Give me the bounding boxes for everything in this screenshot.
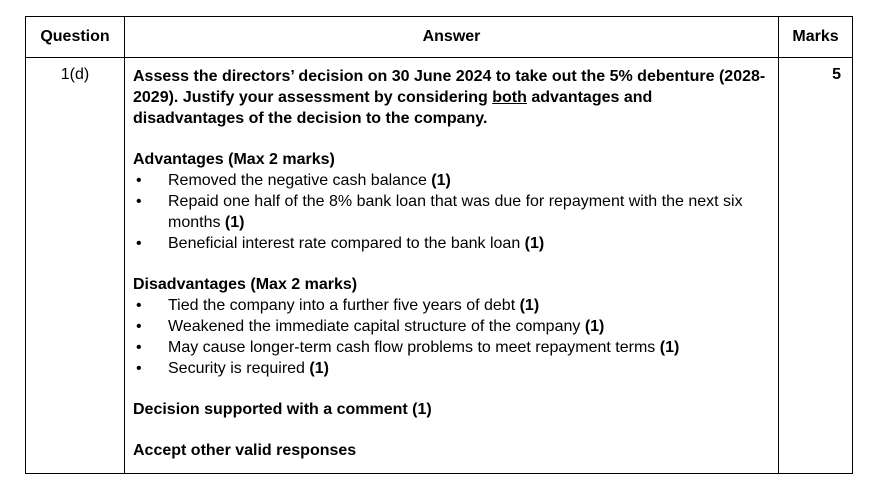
list-item xyxy=(133,170,766,191)
item-mark: (1) xyxy=(519,297,540,314)
item-mark: (1) xyxy=(659,339,680,356)
advantages-list xyxy=(133,170,766,254)
decision-line: Decision supported with a comment (1) xyxy=(133,401,432,418)
list-item xyxy=(133,337,766,358)
question-number: 1(d) xyxy=(26,58,125,474)
list-item xyxy=(133,358,766,379)
list-item xyxy=(133,233,766,254)
item-text: Tied the company into a further five years of debt xyxy=(168,297,520,314)
mark-scheme-table xyxy=(25,16,853,474)
disadvantages-title: Disadvantages (Max 2 marks) xyxy=(133,276,358,293)
item-text: Removed the negative cash balance xyxy=(168,172,432,189)
list-item xyxy=(133,191,766,233)
marks-value: 5 xyxy=(779,58,853,474)
item-text: Repaid one half of the 8% bank loan that was due for repayment with the next six months xyxy=(168,193,743,231)
accept-line: Accept other valid responses xyxy=(133,442,357,459)
item-text: May cause longer-term cash flow problems to meet repayment terms xyxy=(168,339,660,356)
item-mark: (1) xyxy=(584,318,605,335)
item-text: Security is required xyxy=(168,360,310,377)
item-mark: (1) xyxy=(309,360,329,377)
prompt-underlined: both xyxy=(492,89,527,106)
marks-header: Marks xyxy=(779,17,853,58)
item-text: Beneficial interest rate compared to the bank loan xyxy=(168,235,525,252)
prompt-text-1: Assess the directors’ decision on 30 June 2024 to take out the 5% debenture (2028-2029). Justify your assessment by considering xyxy=(133,68,766,106)
header-row xyxy=(26,17,853,58)
answer-cell xyxy=(125,58,779,474)
item-mark: (1) xyxy=(524,235,545,252)
list-item xyxy=(133,295,766,316)
item-text: Weakened the immediate capital structure of the company xyxy=(168,318,585,335)
question-prompt xyxy=(133,66,766,129)
answer-header: Answer xyxy=(125,17,779,58)
prompt-text-2: advantages and disadvantages of the decision to the company. xyxy=(133,89,653,127)
advantages-title: Advantages (Max 2 marks) xyxy=(133,151,335,168)
item-mark: (1) xyxy=(224,214,245,231)
item-mark: (1) xyxy=(431,172,451,189)
question-header: Question xyxy=(26,17,125,58)
list-item xyxy=(133,316,766,337)
disadvantages-list xyxy=(133,295,766,379)
table-row xyxy=(26,58,853,474)
